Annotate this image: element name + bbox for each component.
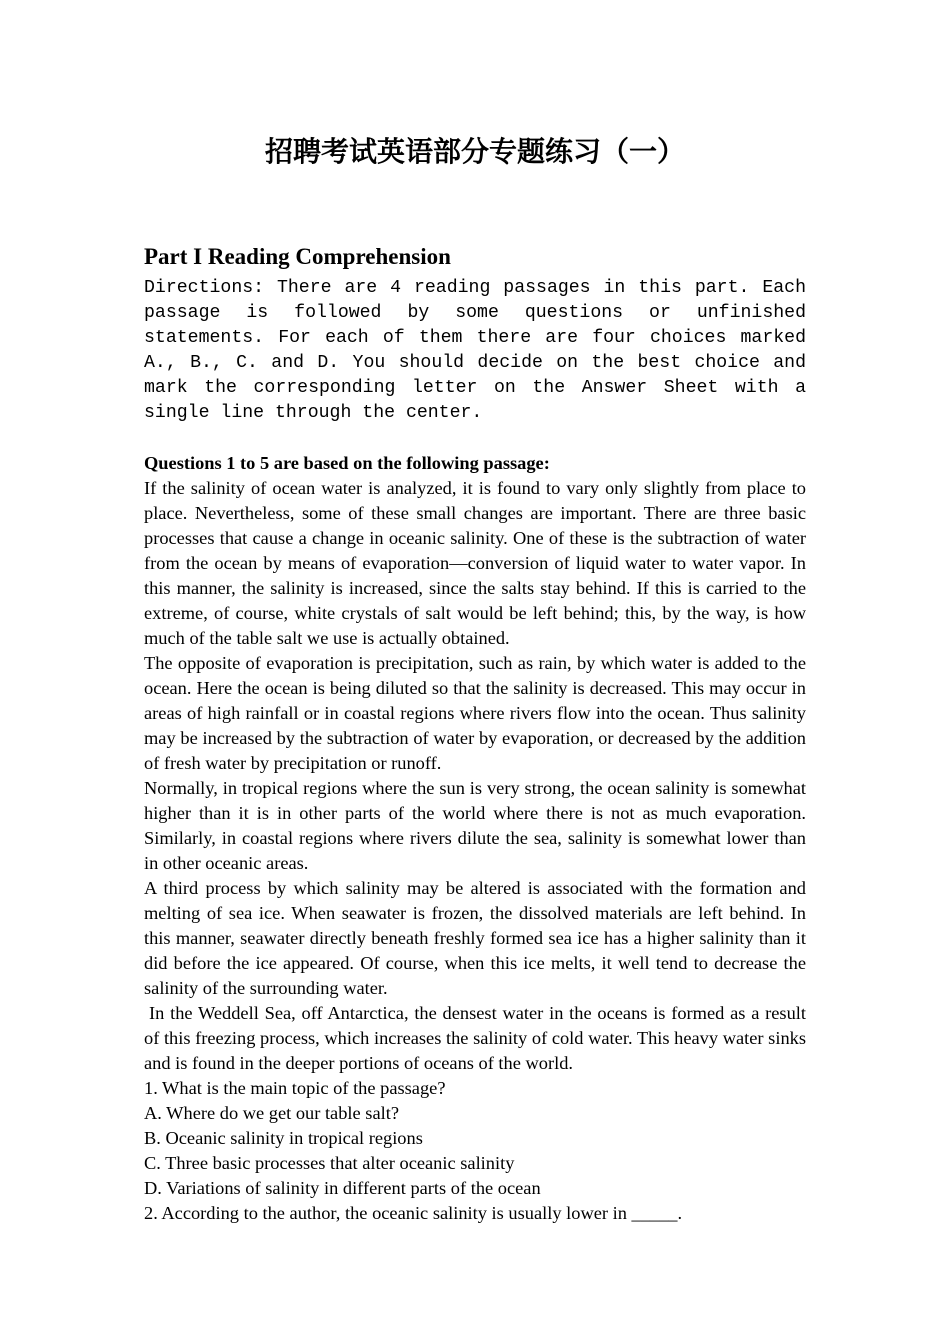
question-2-stem: 2. According to the author, the oceanic salinity is usually lower in _____.	[144, 1203, 683, 1223]
question-1-option-b: B. Oceanic salinity in tropical regions	[144, 1128, 423, 1148]
question-1-option-a: A. Where do we get our table salt?	[144, 1103, 399, 1123]
part-heading: Part I Reading Comprehension	[144, 244, 451, 269]
passage-paragraph-4: A third process by which salinity may be altered is associated with the formation and melting of sea ice. When seawater is frozen, the dissolved materials are left behind. In this manner, seawater directly beneath freshly formed sea ice has a higher salinity than it did before the ice appeared. Of course, when this ice melts, it well tend to decrease the salinity of the surrounding water.	[144, 878, 806, 998]
page-title: 招聘考试英语部分专题练习（一）	[264, 135, 685, 168]
passage-paragraph-3: Normally, in tropical regions where the sun is very strong, the ocean salinity is somewhat higher than it is in other parts of the world where there is not as much evaporation. Similarly, in coastal regions where rivers dilute the sea, salinity is somewhat lower than in other oceanic areas.	[144, 778, 806, 873]
question-1-option-c: C. Three basic processes that alter oceanic salinity	[144, 1153, 515, 1173]
page-content	[144, 132, 806, 1226]
directions-text: Directions: There are 4 reading passages in this part. Each passage is followed by some questions or unfinished statements. For each of them there are four choices marked A., B., C. and D. You should decide on the best choice and mark the corresponding letter on the Answer Sheet with a single line through the center.	[144, 278, 806, 423]
passage-paragraph-1: If the salinity of ocean water is analyzed, it is found to vary only slightly from place to place. Nevertheless, some of these small changes are important. There are three basic processes that cause a change in oceanic salinity. One of these is the subtraction of water from the ocean by means of evaporation—conversion of liquid water to water vapor. In this manner, the salinity is increased, since the salts stay behind. If this is carried to the extreme, of course, white crystals of salt would be left behind; this, by the way, is how much of the table salt we use is actually obtained.	[144, 478, 806, 648]
passage-paragraph-2: The opposite of evaporation is precipitation, such as rain, by which water is added to the ocean. Here the ocean is being diluted so that the salinity is decreased. This may occur in areas of high rainfall or in coastal regions where rivers flow into the ocean. Thus salinity may be increased by the subtraction of water by evaporation, or decreased by the addition of fresh water by precipitation or runoff.	[144, 653, 806, 773]
questions-heading: Questions 1 to 5 are based on the following passage:	[144, 453, 550, 473]
passage-paragraph-5: In the Weddell Sea, off Antarctica, the densest water in the oceans is formed as a result of this freezing process, which increases the salinity of cold water. This heavy water sinks and is found in the deeper portions of oceans of the world.	[144, 1003, 806, 1073]
question-1-stem: 1. What is the main topic of the passage?	[144, 1078, 446, 1098]
question-1-option-d: D. Variations of salinity in different parts of the ocean	[144, 1178, 541, 1198]
